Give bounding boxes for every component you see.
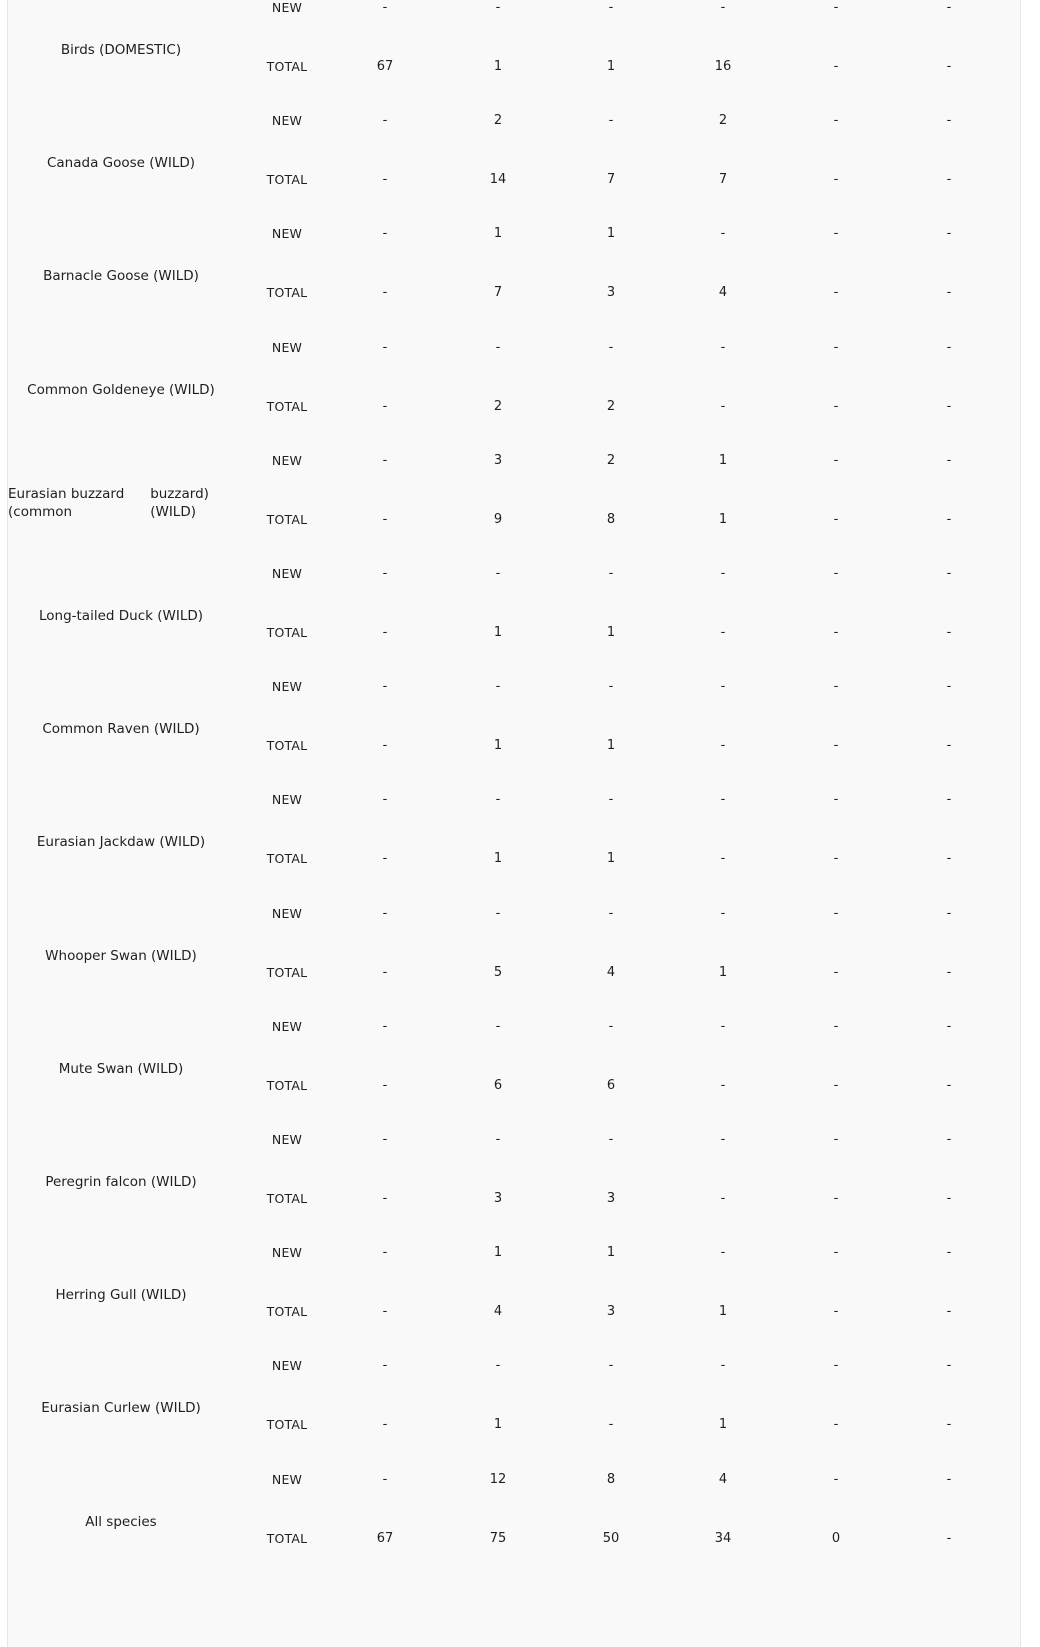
new-value-cell: 2 bbox=[493, 113, 503, 129]
new-value-cell: - bbox=[946, 0, 952, 15]
new-value-cell: 1 bbox=[493, 226, 503, 242]
total-value-cell: 1 bbox=[718, 1304, 728, 1320]
total-value-cell: 4 bbox=[493, 1304, 503, 1320]
species-group bbox=[8, 1463, 1022, 1582]
total-row bbox=[8, 623, 1022, 643]
species-name-cell bbox=[8, 1141, 234, 1223]
new-value-cell: - bbox=[720, 1018, 726, 1034]
species-name-cell bbox=[8, 915, 234, 997]
new-value-cell: - bbox=[495, 1018, 501, 1034]
total-value-cell: - bbox=[946, 738, 952, 754]
new-value-cell: - bbox=[946, 113, 952, 129]
new-label: NEW bbox=[271, 905, 303, 921]
species-name-cell bbox=[8, 1028, 234, 1110]
new-row bbox=[8, 111, 1022, 131]
species-name: Herring Gull (WILD) bbox=[55, 1287, 187, 1304]
total-value-cell: - bbox=[382, 964, 388, 980]
total-value-cell: - bbox=[946, 964, 952, 980]
new-value-cell: - bbox=[720, 566, 726, 581]
new-value-cell: - bbox=[720, 0, 726, 15]
total-row bbox=[8, 57, 1022, 77]
new-row bbox=[8, 790, 1022, 810]
total-value-cell: 1 bbox=[493, 738, 503, 754]
species-group bbox=[8, 897, 1022, 1016]
total-label: TOTAL bbox=[266, 625, 308, 640]
total-label: TOTAL bbox=[266, 964, 308, 980]
total-value-cell: - bbox=[608, 1417, 614, 1433]
species-name-cell bbox=[8, 1481, 234, 1563]
new-value-cell: - bbox=[495, 339, 501, 355]
total-row bbox=[8, 1529, 1022, 1549]
new-value-cell: - bbox=[946, 679, 952, 695]
new-label: NEW bbox=[271, 226, 303, 242]
total-row bbox=[8, 170, 1022, 190]
new-value-cell: 2 bbox=[718, 113, 728, 129]
new-value-cell: - bbox=[833, 452, 839, 468]
species-name-line: buzzard) (WILD) bbox=[150, 485, 209, 520]
total-value-cell: - bbox=[382, 738, 388, 754]
new-value-cell: - bbox=[495, 679, 501, 695]
new-value-cell: - bbox=[720, 226, 726, 242]
total-value-cell: - bbox=[833, 59, 839, 74]
species-name: Barnacle Goose (WILD) bbox=[43, 268, 199, 285]
new-value-cell: 2 bbox=[606, 452, 616, 468]
total-row bbox=[8, 849, 1022, 869]
total-value-cell: 1 bbox=[718, 964, 728, 980]
total-value-cell: - bbox=[946, 1304, 952, 1320]
new-value-cell: - bbox=[608, 1358, 614, 1374]
species-name: All species bbox=[85, 1513, 157, 1530]
new-value-cell: 1 bbox=[606, 226, 616, 242]
new-value-cell: 12 bbox=[489, 1471, 507, 1487]
total-row bbox=[8, 736, 1022, 756]
total-value-cell: - bbox=[946, 1077, 952, 1093]
species-name: Eurasian Curlew (WILD) bbox=[41, 1400, 201, 1417]
new-value-cell: - bbox=[946, 792, 952, 808]
total-label: TOTAL bbox=[266, 1530, 308, 1546]
new-value-cell: - bbox=[720, 339, 726, 355]
new-row bbox=[8, 1243, 1022, 1263]
new-label: NEW bbox=[271, 1018, 303, 1034]
total-row bbox=[8, 397, 1022, 417]
total-value-cell: - bbox=[382, 1417, 388, 1433]
new-value-cell: - bbox=[946, 905, 952, 921]
total-value-cell: - bbox=[720, 1077, 726, 1093]
new-label: NEW bbox=[271, 113, 303, 129]
new-value-cell: 8 bbox=[606, 1471, 616, 1487]
new-label: NEW bbox=[271, 339, 303, 355]
total-value-cell: - bbox=[833, 511, 839, 527]
new-value-cell: - bbox=[833, 1018, 839, 1034]
new-value-cell: - bbox=[946, 226, 952, 242]
total-value-cell: 75 bbox=[489, 1530, 507, 1546]
total-value-cell: 0 bbox=[831, 1530, 841, 1546]
new-label: NEW bbox=[271, 566, 303, 581]
total-value-cell: 6 bbox=[493, 1077, 503, 1093]
new-row bbox=[8, 1130, 1022, 1150]
total-label: TOTAL bbox=[266, 738, 308, 754]
new-row bbox=[8, 0, 1022, 18]
new-value-cell: - bbox=[495, 1358, 501, 1374]
new-label: NEW bbox=[271, 1471, 303, 1487]
species-name-cell bbox=[8, 688, 234, 770]
new-value-cell: - bbox=[608, 566, 614, 581]
new-value-cell: - bbox=[833, 566, 839, 581]
new-row bbox=[8, 1356, 1022, 1376]
new-value-cell: - bbox=[382, 566, 388, 581]
total-value-cell: - bbox=[833, 625, 839, 640]
species-group bbox=[8, 331, 1022, 450]
total-value-cell: 14 bbox=[489, 172, 507, 188]
total-value-cell: - bbox=[382, 1304, 388, 1320]
total-row bbox=[8, 510, 1022, 530]
total-value-cell: - bbox=[946, 1530, 952, 1546]
total-value-cell: - bbox=[382, 1191, 388, 1206]
total-row bbox=[8, 963, 1022, 983]
total-value-cell: - bbox=[833, 1417, 839, 1433]
total-value-cell: 1 bbox=[718, 1417, 728, 1433]
new-value-cell: - bbox=[946, 1018, 952, 1034]
new-value-cell: - bbox=[608, 0, 614, 15]
new-value-cell: - bbox=[833, 1471, 839, 1487]
new-value-cell: - bbox=[495, 1132, 501, 1147]
species-name-cell bbox=[8, 1254, 234, 1336]
total-value-cell: 2 bbox=[606, 398, 616, 414]
new-value-cell: 1 bbox=[718, 452, 728, 468]
total-value-cell: 3 bbox=[606, 285, 616, 301]
species-name: Common Goldeneye (WILD) bbox=[27, 381, 215, 398]
total-value-cell: - bbox=[946, 625, 952, 640]
species-name-cell bbox=[8, 235, 234, 317]
total-value-cell: - bbox=[946, 511, 952, 527]
total-label: TOTAL bbox=[266, 1191, 308, 1206]
new-label: NEW bbox=[271, 679, 303, 695]
new-value-cell: - bbox=[608, 1132, 614, 1147]
new-value-cell: - bbox=[833, 113, 839, 129]
species-name: Long-tailed Duck (WILD) bbox=[38, 608, 204, 624]
total-value-cell: 1 bbox=[493, 851, 503, 867]
new-value-cell: - bbox=[720, 1132, 726, 1147]
new-value-cell: - bbox=[946, 1358, 952, 1374]
total-label: TOTAL bbox=[266, 1304, 308, 1320]
total-label: TOTAL bbox=[266, 1417, 308, 1433]
new-row bbox=[8, 564, 1022, 584]
total-value-cell: - bbox=[382, 398, 388, 414]
total-row bbox=[8, 1189, 1022, 1209]
total-row bbox=[8, 1415, 1022, 1435]
total-value-cell: - bbox=[833, 738, 839, 754]
species-name: Mute Swan (WILD) bbox=[58, 1060, 184, 1077]
outbreak-table-panel bbox=[7, 0, 1021, 1647]
new-value-cell: - bbox=[495, 566, 501, 581]
species-group bbox=[8, 670, 1022, 789]
new-label: NEW bbox=[271, 1245, 303, 1261]
total-label: TOTAL bbox=[266, 511, 308, 527]
total-value-cell: - bbox=[720, 398, 726, 414]
new-value-cell: 1 bbox=[606, 1245, 616, 1261]
total-value-cell: 4 bbox=[606, 964, 616, 980]
total-value-cell: - bbox=[833, 851, 839, 867]
new-row bbox=[8, 224, 1022, 244]
total-value-cell: 34 bbox=[714, 1530, 732, 1546]
total-value-cell: 16 bbox=[714, 59, 732, 74]
new-value-cell: - bbox=[833, 1245, 839, 1261]
new-value-cell: - bbox=[833, 905, 839, 921]
new-value-cell: - bbox=[946, 1132, 952, 1147]
new-value-cell: - bbox=[382, 0, 388, 15]
total-label: TOTAL bbox=[266, 398, 308, 414]
total-label: TOTAL bbox=[266, 59, 308, 74]
species-name: Peregrin falcon (WILD) bbox=[45, 1174, 197, 1190]
total-value-cell: 67 bbox=[376, 1530, 394, 1546]
total-value-cell: - bbox=[946, 59, 952, 74]
total-value-cell: 3 bbox=[606, 1191, 616, 1206]
new-row bbox=[8, 338, 1022, 358]
total-value-cell: 1 bbox=[493, 59, 503, 74]
species-name: Common Raven (WILD) bbox=[42, 721, 200, 738]
new-value-cell: - bbox=[946, 452, 952, 468]
species-group bbox=[8, 1010, 1022, 1129]
total-value-cell: 5 bbox=[493, 964, 503, 980]
new-value-cell: 1 bbox=[493, 1245, 503, 1261]
total-value-cell: - bbox=[382, 511, 388, 527]
total-value-cell: - bbox=[720, 625, 726, 640]
total-value-cell: 3 bbox=[606, 1304, 616, 1320]
species-group bbox=[8, 217, 1022, 336]
species-group bbox=[8, 783, 1022, 902]
new-value-cell: - bbox=[833, 679, 839, 695]
new-value-cell: - bbox=[382, 226, 388, 242]
new-value-cell: - bbox=[495, 0, 501, 15]
species-group bbox=[8, 557, 1022, 676]
total-value-cell: - bbox=[833, 1191, 839, 1206]
new-value-cell: - bbox=[720, 1358, 726, 1374]
total-value-cell: 1 bbox=[493, 1417, 503, 1433]
new-value-cell: - bbox=[608, 1018, 614, 1034]
total-value-cell: 50 bbox=[602, 1530, 620, 1546]
new-row bbox=[8, 677, 1022, 697]
species-name-line: Eurasian buzzard (common bbox=[8, 485, 125, 520]
total-value-cell: 6 bbox=[606, 1077, 616, 1093]
new-value-cell: - bbox=[382, 339, 388, 355]
total-value-cell: - bbox=[946, 851, 952, 867]
species-name: Canada Goose (WILD) bbox=[46, 155, 196, 172]
total-value-cell: - bbox=[946, 1191, 952, 1206]
total-value-cell: - bbox=[382, 172, 388, 188]
total-row bbox=[8, 1076, 1022, 1096]
new-row bbox=[8, 1017, 1022, 1037]
species-group bbox=[8, 1349, 1022, 1468]
total-label: TOTAL bbox=[266, 172, 308, 188]
total-value-cell: - bbox=[720, 1191, 726, 1206]
total-value-cell: - bbox=[720, 738, 726, 754]
new-value-cell: - bbox=[608, 113, 614, 129]
total-value-cell: - bbox=[833, 1077, 839, 1093]
new-value-cell: - bbox=[382, 1245, 388, 1261]
total-label: TOTAL bbox=[266, 851, 308, 867]
new-value-cell: - bbox=[833, 0, 839, 15]
total-value-cell: 7 bbox=[493, 285, 503, 301]
total-value-cell: - bbox=[833, 285, 839, 301]
new-value-cell: - bbox=[382, 1132, 388, 1147]
new-value-cell: - bbox=[946, 1245, 952, 1261]
species-group bbox=[8, 0, 1022, 110]
new-value-cell: - bbox=[382, 1471, 388, 1487]
total-row bbox=[8, 1302, 1022, 1322]
new-value-cell: - bbox=[946, 1471, 952, 1487]
new-value-cell: - bbox=[833, 1132, 839, 1147]
new-value-cell: - bbox=[382, 1358, 388, 1374]
new-value-cell: - bbox=[382, 679, 388, 695]
total-value-cell: 7 bbox=[718, 172, 728, 188]
species-group bbox=[8, 1236, 1022, 1355]
total-label: TOTAL bbox=[266, 1077, 308, 1093]
species-name-cell bbox=[8, 575, 234, 657]
total-value-cell: 2 bbox=[493, 398, 503, 414]
total-value-cell: - bbox=[833, 398, 839, 414]
total-value-cell: 4 bbox=[718, 285, 728, 301]
total-value-cell: 1 bbox=[606, 738, 616, 754]
new-label: NEW bbox=[271, 1358, 303, 1374]
total-value-cell: 67 bbox=[376, 59, 394, 74]
species-name-cell bbox=[8, 462, 234, 544]
total-label: TOTAL bbox=[266, 285, 308, 301]
new-value-cell: - bbox=[946, 566, 952, 581]
new-row bbox=[8, 451, 1022, 471]
new-value-cell: - bbox=[833, 226, 839, 242]
new-label: NEW bbox=[271, 0, 303, 15]
new-row bbox=[8, 904, 1022, 924]
total-value-cell: - bbox=[382, 285, 388, 301]
new-value-cell: - bbox=[720, 679, 726, 695]
new-value-cell: - bbox=[720, 792, 726, 808]
species-name: Birds (DOMESTIC) bbox=[60, 42, 182, 58]
new-label: NEW bbox=[271, 1132, 303, 1147]
new-value-cell: - bbox=[720, 905, 726, 921]
new-label: NEW bbox=[271, 792, 303, 808]
total-value-cell: 1 bbox=[606, 625, 616, 640]
new-value-cell: - bbox=[382, 452, 388, 468]
new-value-cell: - bbox=[608, 339, 614, 355]
species-name-cell bbox=[8, 1367, 234, 1449]
total-value-cell: - bbox=[946, 285, 952, 301]
total-value-cell: - bbox=[946, 398, 952, 414]
new-value-cell: 3 bbox=[493, 452, 503, 468]
total-value-cell: 1 bbox=[606, 59, 616, 74]
total-value-cell: - bbox=[382, 851, 388, 867]
new-value-cell: - bbox=[833, 339, 839, 355]
total-value-cell: 3 bbox=[493, 1191, 503, 1206]
species-group bbox=[8, 1123, 1022, 1242]
total-row bbox=[8, 283, 1022, 303]
total-value-cell: - bbox=[946, 172, 952, 188]
new-value-cell: - bbox=[495, 792, 501, 808]
total-value-cell: 7 bbox=[606, 172, 616, 188]
total-value-cell: 9 bbox=[493, 511, 503, 527]
new-label: NEW bbox=[271, 452, 303, 468]
new-value-cell: - bbox=[608, 792, 614, 808]
total-value-cell: - bbox=[833, 1304, 839, 1320]
species-name: Eurasian Jackdaw (WILD) bbox=[36, 834, 206, 851]
species-name: Whooper Swan (WILD) bbox=[45, 947, 197, 964]
total-value-cell: 1 bbox=[718, 511, 728, 527]
total-value-cell: 8 bbox=[606, 511, 616, 527]
species-group bbox=[8, 444, 1022, 563]
total-value-cell: - bbox=[382, 1077, 388, 1093]
new-value-cell: - bbox=[833, 1358, 839, 1374]
total-value-cell: 1 bbox=[606, 851, 616, 867]
total-value-cell: - bbox=[946, 1417, 952, 1433]
new-value-cell: - bbox=[608, 905, 614, 921]
species-name-cell bbox=[8, 122, 234, 204]
total-value-cell: - bbox=[833, 964, 839, 980]
total-value-cell: 1 bbox=[493, 625, 503, 640]
new-value-cell: - bbox=[382, 792, 388, 808]
new-value-cell: - bbox=[382, 1018, 388, 1034]
species-name-cell bbox=[8, 801, 234, 883]
total-value-cell: - bbox=[833, 172, 839, 188]
new-value-cell: - bbox=[382, 905, 388, 921]
new-value-cell: - bbox=[946, 339, 952, 355]
species-group bbox=[8, 104, 1022, 223]
species-name-cell bbox=[8, 349, 234, 431]
new-value-cell: - bbox=[833, 792, 839, 808]
new-value-cell: 4 bbox=[718, 1471, 728, 1487]
new-value-cell: - bbox=[720, 1245, 726, 1261]
new-value-cell: - bbox=[608, 679, 614, 695]
new-value-cell: - bbox=[495, 905, 501, 921]
species-name-cell bbox=[8, 9, 234, 91]
total-value-cell: - bbox=[382, 625, 388, 640]
total-value-cell: - bbox=[720, 851, 726, 867]
new-value-cell: - bbox=[382, 113, 388, 129]
new-row bbox=[8, 1470, 1022, 1490]
